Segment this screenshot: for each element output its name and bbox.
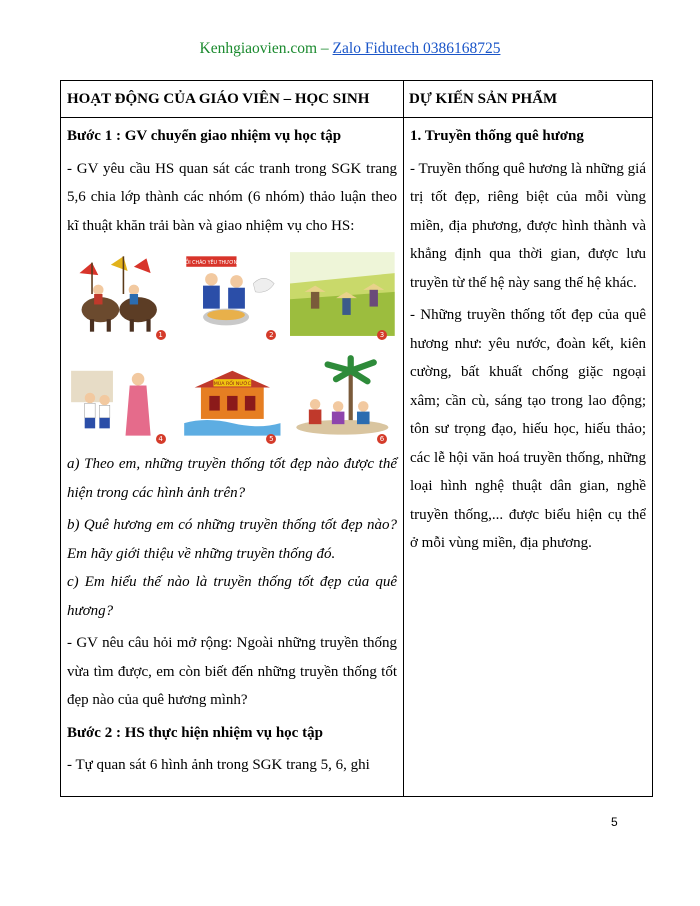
image-volunteers-cooking: [180, 246, 285, 342]
tradition-definition: - Truyền thống quê hương là những giá trị tốt đẹp, riêng biệt của mỗi vùng miền, địa phương, được hình thành và khẳng định qua thời gian, được lưu truyền từ thế hệ này sang thế hệ khác.: [410, 160, 646, 291]
water-puppet-illustration: [180, 350, 285, 446]
folk-music-illustration: [290, 350, 395, 446]
farmers-rice-field-illustration: [290, 246, 395, 342]
image-number: 5: [266, 434, 276, 444]
image-students-teacher: [69, 350, 174, 446]
image-farmers-rice-field: [290, 246, 395, 342]
students-teacher-illustration: [69, 350, 174, 446]
table-header-row: [61, 81, 653, 118]
step1-text: - GV yêu cầu HS quan sát các tranh trong SGK trang 5,6 chia lớp thành các nhóm (6 nhóm) thảo luận theo kĩ thuật khăn trải bàn và giao nhiệm vụ cho HS:: [67, 160, 397, 234]
extra-question: - GV nêu câu hỏi mở rộng: Ngoài những truyền thống vừa tìm được, em còn biết đến những truyền thống tốt đẹp nào của quê hương mình?: [67, 635, 397, 708]
col-expected-product-header: DỰ KIẾN SẢN PHẨM: [404, 81, 653, 118]
volunteers-cooking-illustration: [180, 246, 285, 342]
col-teacher-student-header: HOẠT ĐỘNG CỦA GIÁO VIÊN – HỌC SINH: [61, 81, 404, 118]
page-number: 5: [611, 815, 618, 829]
header-separator: –: [317, 40, 333, 57]
image-number: 3: [377, 330, 387, 340]
question-c: c) Em hiểu thế nào là truyền thống tốt đẹp của quê hương?: [67, 574, 397, 619]
question-a: a) Theo em, những truyền thống tốt đẹp nào được thể hiện trong các hình ảnh trên?: [67, 456, 397, 501]
table-content-row: [61, 118, 653, 797]
festival-buffalo-illustration: [69, 246, 174, 342]
image-water-puppet: [180, 350, 285, 446]
image-folk-music: [290, 350, 395, 446]
section-title: 1. Truyền thống quê hương: [410, 128, 584, 144]
site-link[interactable]: Kenhgiaovien.com: [199, 40, 318, 57]
image-number: 1: [156, 330, 166, 340]
image-festival-buffalo: [69, 246, 174, 342]
step2-text: - Tự quan sát 6 hình ảnh trong SGK trang 5, 6, ghi: [67, 757, 370, 773]
lesson-table: [60, 80, 653, 797]
image-number: 4: [156, 434, 166, 444]
left-cell: [61, 118, 404, 797]
zalo-link[interactable]: Zalo Fidutech 0386168725: [332, 40, 501, 57]
cooking-banner-text: NỒI CHÁO YÊU THƯƠNG: [181, 261, 241, 267]
step2-title: Bước 2 : HS thực hiện nhiệm vụ học tập: [67, 724, 323, 741]
image-number: 6: [377, 434, 387, 444]
step1-title: Bước 1 : GV chuyển giao nhiệm vụ học tập: [67, 128, 342, 144]
sgk-image-grid: [69, 246, 395, 446]
tradition-examples: - Những truyền thống tốt đẹp của quê hương như: yêu nước, đoàn kết, kiên cường, bất khuất chống giặc ngoại xâm; cần cù, sáng tạo trong lao động; tôn sư trọng đạo, hiếu học, hiếu thảo; các lễ hội văn hoá truyền thống, những loại hình nghệ thuật dân gian, nghề truyền thống,... được biểu hiện cụ thể ở mỗi vùng miền, địa phương.: [410, 307, 646, 551]
page-header: [0, 40, 700, 58]
puppet-banner-text: MÚA RỐI NƯỚC: [213, 381, 251, 387]
right-cell: [404, 118, 653, 797]
image-number: 2: [266, 330, 276, 340]
question-b: b) Quê hương em có những truyền thống tốt đẹp nào? Em hãy giới thiệu về những truyền thống đó.: [67, 517, 397, 562]
